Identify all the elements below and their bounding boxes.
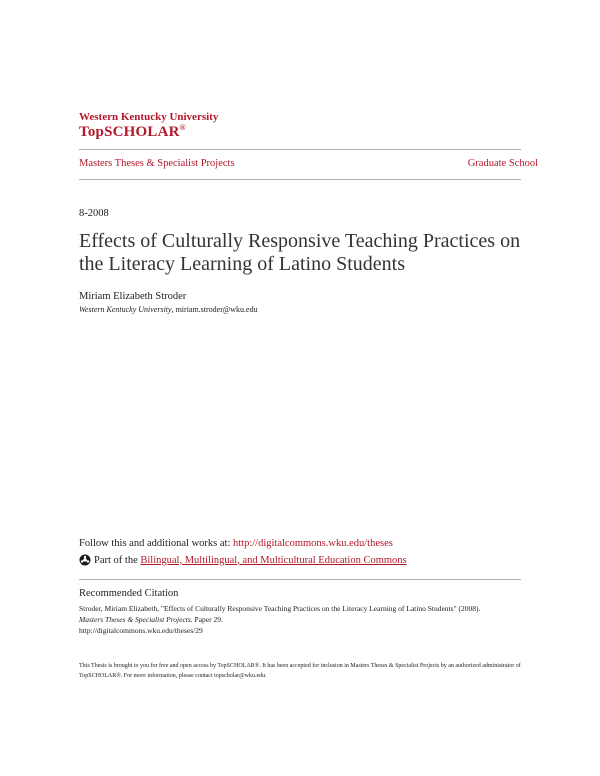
citation-heading: Recommended Citation xyxy=(79,588,179,599)
part-of-line xyxy=(79,554,407,566)
follow-label: Follow this and additional works at: xyxy=(79,538,233,549)
citation-body xyxy=(79,603,529,636)
divider-top xyxy=(79,149,521,150)
network-icon xyxy=(79,554,91,566)
commons-link[interactable]: Bilingual, Multilingual, and Multicultural Education Commons xyxy=(140,554,407,566)
author-email: miriam.stroder@wku.edu xyxy=(175,305,258,314)
repository-label: TopSCHOLAR xyxy=(79,124,180,140)
divider-bottom xyxy=(79,579,521,580)
author-name: Miriam Elizabeth Stroder xyxy=(79,291,187,302)
citation-series: Masters Theses & Specialist Projects. xyxy=(79,615,193,624)
registered-mark: ® xyxy=(179,123,186,132)
institution-name: Western Kentucky University xyxy=(79,111,219,123)
citation-paper-number: Paper 29. xyxy=(192,615,223,624)
repository-name xyxy=(79,123,186,141)
footer-notice: This Thesis is brought to you for free and open access by TopSCHOLAR®. It has been accepted for inclusion in Masters Theses & Specialist Projects by an authorized administrator of TopSCHOLAR®. For more information, please contact topscholar@wku.edu. xyxy=(79,663,521,679)
paper-title: Effects of Culturally Responsive Teaching Practices on the Literacy Learning of Latino Students xyxy=(79,230,521,275)
series-link[interactable]: Masters Theses & Specialist Projects xyxy=(79,158,235,169)
paper-date: 8-2008 xyxy=(79,208,109,219)
graduate-school-link[interactable]: Graduate School xyxy=(467,158,538,169)
author-affiliation: Western Kentucky University, miriam.stroder@wku.edu xyxy=(79,305,258,314)
partof-label: Part of the xyxy=(94,554,141,566)
affiliation-name: Western Kentucky University xyxy=(79,305,172,314)
follow-line xyxy=(79,538,393,549)
follow-link[interactable]: http://digitalcommons.wku.edu/theses xyxy=(233,538,393,549)
citation-url: http://digitalcommons.wku.edu/theses/29 xyxy=(79,626,203,635)
divider-middle xyxy=(79,179,521,180)
citation-text: Stroder, Miriam Elizabeth, "Effects of Culturally Responsive Teaching Practices on the Literacy Learning of Latino Students" (2008). xyxy=(79,604,481,613)
